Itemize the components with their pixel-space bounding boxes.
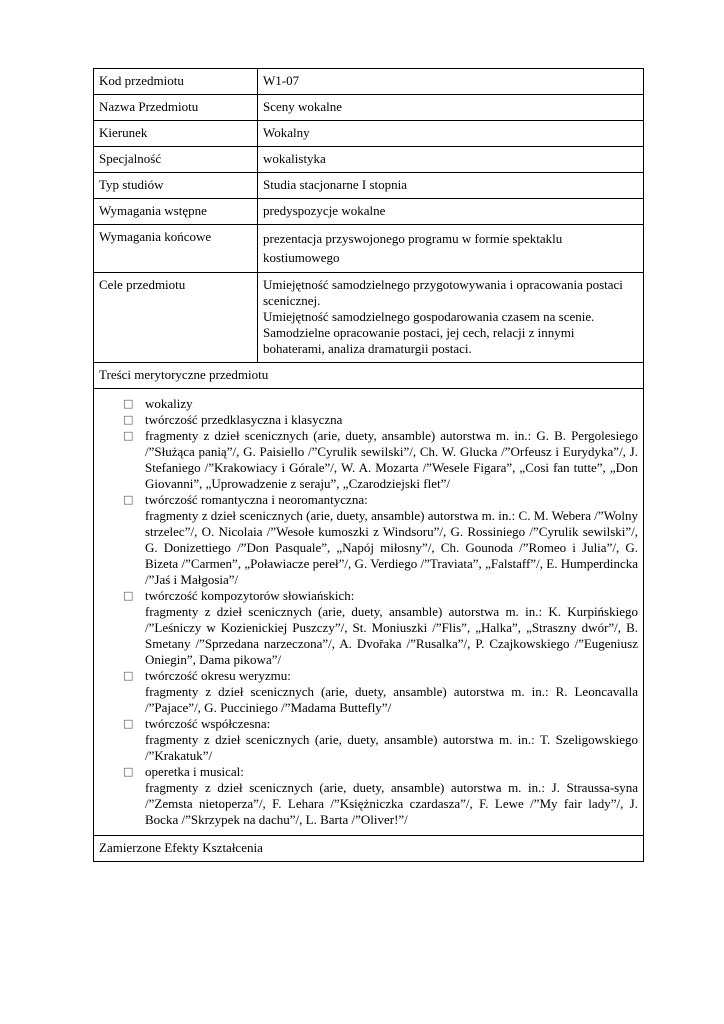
table-row <box>94 173 644 199</box>
checkbox-bullet-icon: □ <box>123 669 134 682</box>
topic-detail: fragmenty z dzieł scenicznych (arie, duety, ansamble) autorstwa m. in.: K. Kurpińskiego /”Leśniczy w Kozienickiej Puszczy”/, St. Moniuszki /”Flis”, „Halka”, „Straszny dwór”/, B. Smetany /”Sprzedana narzeczona”/, A. Dvořaka /”Rusalka”/, P. Czajkowskiego /”Eugeniusz Oniegin”, Dama pikowa”/ <box>145 604 638 667</box>
goal-line: Umiejętność samodzielnego gospodarowania czasem na scenie. <box>263 309 595 324</box>
checkbox-bullet-icon: □ <box>123 765 134 778</box>
row-label: Specjalność <box>94 147 258 173</box>
list-item <box>123 428 638 492</box>
topic-title: twórczość współczesna: <box>145 716 271 731</box>
row-label: Wymagania końcowe <box>94 225 258 273</box>
row-value: W1-07 <box>258 69 644 95</box>
course-syllabus-table <box>93 68 644 862</box>
topic-detail: fragmenty z dzieł scenicznych (arie, duety, ansamble) autorstwa m. in.: T. Szeligowskiego /”Krakatuk”/ <box>145 732 638 763</box>
row-value: predyspozycje wokalne <box>258 199 644 225</box>
list-item <box>123 412 638 428</box>
table-row <box>94 363 644 389</box>
goal-line: Samodzielne opracowanie postaci, jej cech, relacji z innymi bohaterami, analiza dramaturgii postaci. <box>263 325 575 356</box>
content-list-cell <box>94 389 644 836</box>
topic-title: twórczość romantyczna i neoromantyczna: <box>145 492 368 507</box>
content-header: Treści merytoryczne przedmiotu <box>94 363 644 389</box>
table-row <box>94 95 644 121</box>
row-label: Kierunek <box>94 121 258 147</box>
row-value: Wokalny <box>258 121 644 147</box>
list-item <box>123 492 638 588</box>
row-value: Sceny wokalne <box>258 95 644 121</box>
row-value: prezentacja przyswojonego programu w formie spektaklu kostiumowego <box>258 225 644 273</box>
topic-title: fragmenty z dzieł scenicznych (arie, duety, ansamble) autorstwa m. in.: G. B. Pergolesiego /”Służąca panią”/, G. Paisiello /”Cyrulik sewilski”/, Ch. W. Glucka /”Orfeusz i Eurydyka”/, J. Stefaniego /”Krakowiacy i Górale”/, W. A. Mozarta /”Wesele Figara”, „Cosi fan tutte”, „Don Giovanni”, „Uprowadzenie z seraju”, „Czarodziejski flet”/ <box>145 428 638 491</box>
list-item <box>123 396 638 412</box>
outcomes-header: Zamierzone Efekty Kształcenia <box>94 836 644 862</box>
list-item <box>123 588 638 668</box>
row-label: Wymagania wstępne <box>94 199 258 225</box>
table-row <box>94 389 644 836</box>
topic-title: twórczość przedklasyczna i klasyczna <box>145 412 343 427</box>
checkbox-bullet-icon: □ <box>123 493 134 506</box>
row-label: Cele przedmiotu <box>94 273 258 363</box>
topic-list <box>99 396 638 828</box>
topic-detail: fragmenty z dzieł scenicznych (arie, duety, ansamble) autorstwa m. in.: J. Straussa-syna /”Zemsta nietoperza”/, F. Lehara /”Księżniczka czardasza”/, F. Lewe /”My fair lady”/, J. Bocka /”Skrzypek na dachu”/, L. Barta /”Oliver!”/ <box>145 780 638 827</box>
table-row <box>94 199 644 225</box>
checkbox-bullet-icon: □ <box>123 717 134 730</box>
row-value: wokalistyka <box>258 147 644 173</box>
table-row <box>94 273 644 363</box>
table-row <box>94 836 644 862</box>
goal-line: Umiejętność samodzielnego przygotowywania i opracowania postaci scenicznej. <box>263 277 623 308</box>
checkbox-bullet-icon: □ <box>123 589 134 602</box>
row-label: Typ studiów <box>94 173 258 199</box>
table-row <box>94 147 644 173</box>
table-row <box>94 121 644 147</box>
checkbox-bullet-icon: □ <box>123 413 134 426</box>
row-label: Kod przedmiotu <box>94 69 258 95</box>
checkbox-bullet-icon: □ <box>123 397 134 410</box>
list-item <box>123 716 638 764</box>
topic-detail: fragmenty z dzieł scenicznych (arie, duety, ansamble) autorstwa m. in.: C. M. Webera /”Wolny strzelec”/, O. Nicolaia /”Wesołe kumoszki z Windsoru”/, G. Rossiniego /”Cyrulik sewilski”/, G. Donizettiego /”Don Pasquale”, „Napój miłosny”/, Ch. Gounoda /”Romeo i Julia”/, G. Bizeta /”Carmen”, „Poławiacze pereł”/, G. Verdiego /”Traviata”, „Falstaff”/, E. Humperdincka /”Jaś i Małgosia”/ <box>145 508 638 587</box>
row-label: Nazwa Przedmiotu <box>94 95 258 121</box>
topic-title: twórczość okresu weryzmu: <box>145 668 291 683</box>
list-item <box>123 764 638 828</box>
list-item <box>123 668 638 716</box>
table-row <box>94 225 644 273</box>
topic-title: wokalizy <box>145 396 193 411</box>
topic-title: operetka i musical: <box>145 764 244 779</box>
table-row <box>94 69 644 95</box>
checkbox-bullet-icon: □ <box>123 429 134 442</box>
topic-detail: fragmenty z dzieł scenicznych (arie, duety, ansamble) autorstwa m. in.: R. Leoncavalla /”Pajace”/, G. Pucciniego /”Madama Buttefly”/ <box>145 684 638 715</box>
topic-title: twórczość kompozytorów słowiańskich: <box>145 588 355 603</box>
row-value: Studia stacjonarne I stopnia <box>258 173 644 199</box>
row-value <box>258 273 644 363</box>
